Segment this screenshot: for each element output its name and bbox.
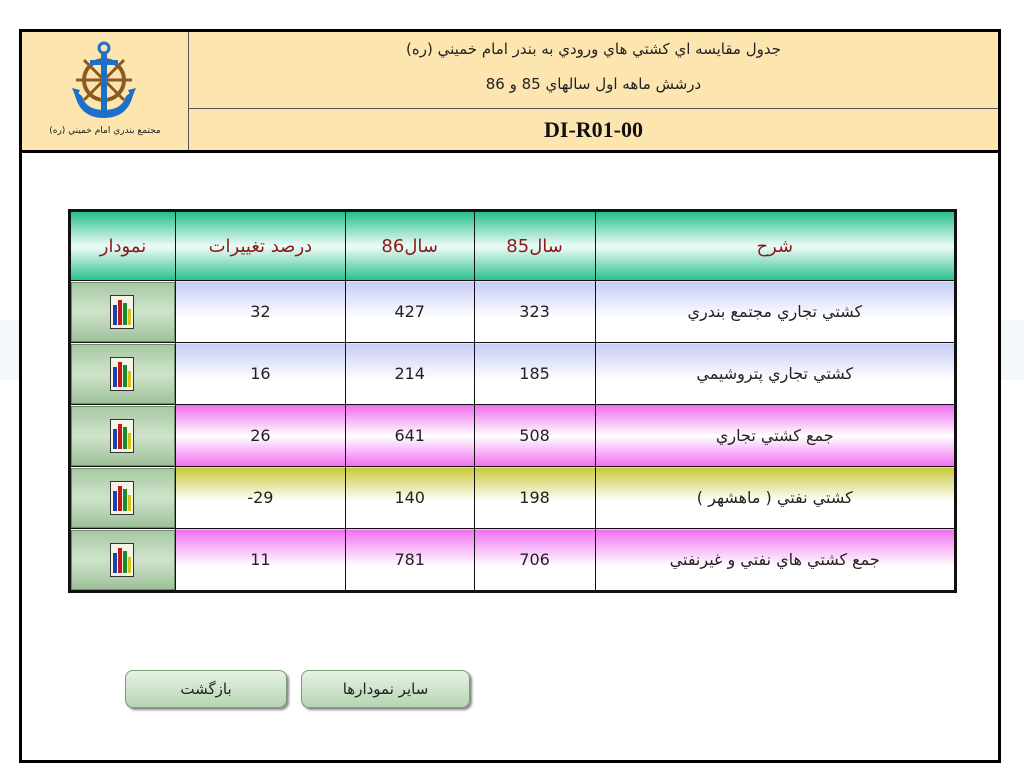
year85-cell: 198: [474, 467, 595, 529]
bar-chart-icon: [110, 295, 134, 329]
chart-button[interactable]: [71, 468, 175, 528]
back-button[interactable]: بازگشت: [125, 670, 287, 708]
year86-cell: 214: [345, 343, 474, 405]
year85-cell: 185: [474, 343, 595, 405]
chart-button[interactable]: [71, 282, 175, 342]
description-cell: كشتي نفتي ( ماهشهر ): [595, 467, 955, 529]
year86-cell: 641: [345, 405, 474, 467]
table-row: [70, 405, 956, 467]
year85-cell: 323: [474, 281, 595, 343]
year86-cell: 781: [345, 529, 474, 592]
bar-chart-icon: [110, 481, 134, 515]
chart-button[interactable]: [71, 344, 175, 404]
percent-change-cell: 16: [176, 343, 346, 405]
bar-chart-icon: [110, 357, 134, 391]
year86-cell: 140: [345, 467, 474, 529]
table-row: [70, 467, 956, 529]
table-header-row: [70, 211, 956, 281]
table-row: [70, 529, 956, 592]
description-cell: جمع كشتي هاي نفتي و غيرنفتي: [595, 529, 955, 592]
column-header-year85: سال85: [474, 211, 595, 281]
document-code: DI-R01-00: [544, 117, 643, 142]
column-header-description: شرح: [595, 211, 955, 281]
percent-change-cell: 11: [176, 529, 346, 592]
year86-cell: 427: [345, 281, 474, 343]
year85-cell: 706: [474, 529, 595, 592]
description-cell: كشتي تجاري مجتمع بندري: [595, 281, 955, 343]
percent-change-cell: -29: [176, 467, 346, 529]
year85-cell: 508: [474, 405, 595, 467]
title-area: [189, 32, 998, 109]
anchor-wheel-logo-icon: [64, 38, 144, 124]
comparison-table: [68, 209, 957, 593]
column-header-year86: سال86: [345, 211, 474, 281]
description-cell: جمع كشتي تجاري: [595, 405, 955, 467]
percent-change-cell: 32: [176, 281, 346, 343]
table-row: [70, 281, 956, 343]
bar-chart-icon: [110, 419, 134, 453]
chart-button[interactable]: [71, 530, 175, 590]
page-title: جدول مقايسه اي كشتي هاي ورودي به بندر امام خميني (ره): [406, 40, 781, 58]
column-header-chart: نمودار: [70, 211, 176, 281]
logo-caption: مجتمع بندري امام خميني (ره): [49, 126, 161, 136]
page-header: [22, 32, 998, 153]
column-header-percent: درصد تغييرات: [176, 211, 346, 281]
chart-button[interactable]: [71, 406, 175, 466]
main-frame: [19, 29, 1001, 763]
percent-change-cell: 26: [176, 405, 346, 467]
description-cell: كشتي تجاري پتروشيمي: [595, 343, 955, 405]
bar-chart-icon: [110, 543, 134, 577]
table-row: [70, 343, 956, 405]
other-charts-button[interactable]: ساير نمودارها: [301, 670, 470, 708]
page-subtitle: درشش ماهه اول سالهاي 85 و 86: [485, 75, 702, 93]
logo-area: [22, 32, 189, 150]
